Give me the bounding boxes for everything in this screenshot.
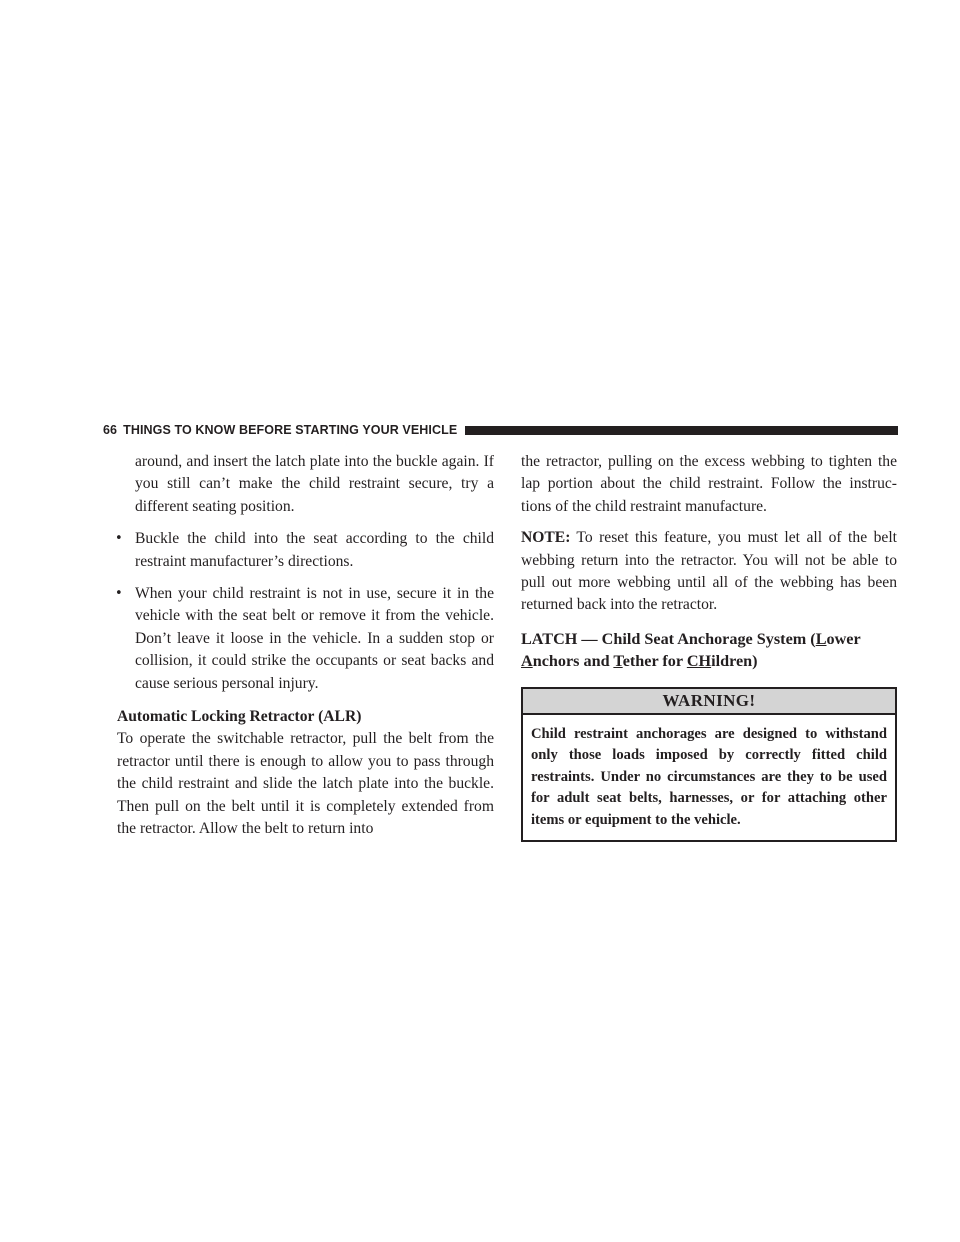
latch-heading-underlined: L [815, 629, 827, 648]
latch-heading-part: ower [826, 629, 861, 648]
warning-text: Child restraint anchorages are designed to withstand only those loads imposed by correctly fitted child restraints. Under no circumstances are they to be used for adult seat belts, harnesses, or for attaching other items or equipment to the vehicle. [531, 725, 887, 828]
alr-heading: Automatic Locking Retractor (ALR) [117, 708, 362, 726]
note-paragraph [521, 527, 897, 617]
alr-paragraph: To operate the switchable retractor, pull the belt from the retractor until there is enough to allow you to pass through the child restraint and slide the latch plate into the buckle. Then pull on the belt until it is completely extended from the retractor. Allow the belt to return into [117, 730, 494, 838]
continued-paragraph-right: the retractor, pulling on the excess webbing to tighten the lap portion about the child restraint. Follow the instruc-tions of the child restraint manufacture. [521, 453, 897, 515]
latch-heading-part: nchors and [532, 651, 614, 670]
bullet-icon: • [115, 586, 123, 602]
latch-heading-part: ether for [622, 651, 687, 670]
latch-heading-underlined: T [613, 651, 623, 670]
warning-box [521, 687, 897, 843]
note-label: NOTE: [521, 529, 571, 547]
bullet-text: When your child restraint is not in use, secure it in the vehicle with the seat belt or remove it from the vehicle. Don’t leave it loose in the vehicle. In a sudden stop or collision, it could strike the occupants or seat backs and cause serious personal injury. [135, 585, 494, 692]
page-header [103, 422, 898, 438]
bullet-text: Buckle the child into the seat according to the child restraint manufacturer’s directions. [135, 530, 494, 570]
page-number: 66 [103, 423, 118, 437]
right-column [521, 451, 897, 842]
section-title: THINGS TO KNOW BEFORE STARTING YOUR VEHICLE [123, 423, 458, 437]
left-column [117, 451, 494, 841]
latch-heading-part: LATCH — Child Seat Anchorage System ( [521, 629, 816, 648]
latch-heading-underlined: CH [686, 651, 712, 670]
bullet-icon: • [115, 531, 123, 547]
latch-heading-part: ildren) [711, 651, 758, 670]
bullet-item [117, 583, 494, 695]
warning-title: WARNING! [523, 689, 895, 715]
continued-paragraph: around, and insert the latch plate into the buckle again. If you still can’t make the child restraint secure, try a different seating position. [135, 453, 494, 515]
bullet-item [117, 528, 494, 573]
latch-heading [521, 628, 897, 672]
latch-heading-underlined: A [521, 651, 533, 670]
note-text: To reset this feature, you must let all of the belt webbing return into the retractor. You will not be able to pull out more webbing until all of the webbing has been returned back into the retractor. [521, 529, 897, 614]
header-rule [465, 426, 898, 435]
